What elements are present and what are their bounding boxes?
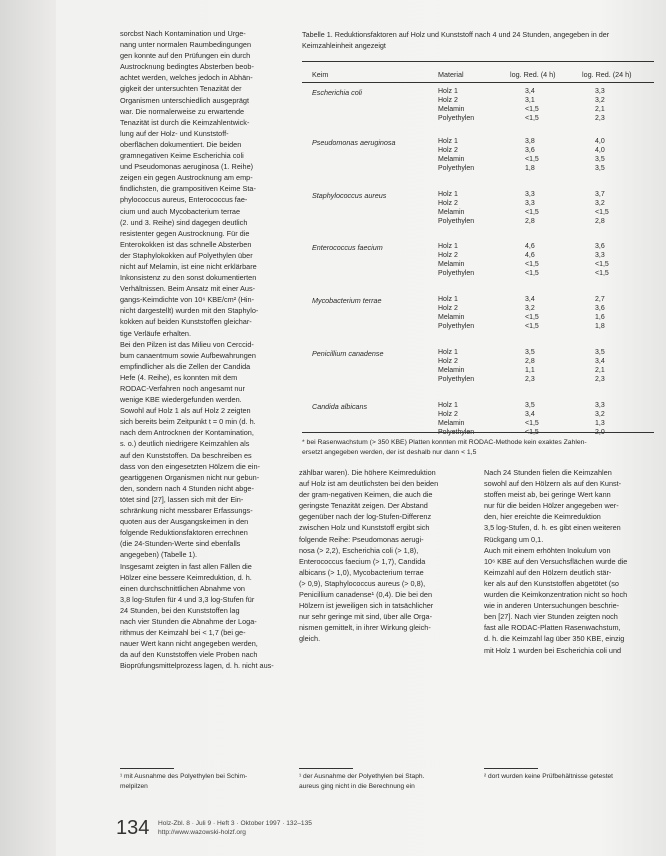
table-row <box>302 305 654 314</box>
table-row <box>302 165 654 174</box>
text-line: auf Holz ist am deutlichsten bei den beiden <box>299 479 439 489</box>
text-line: Enterococcus faecium (> 1,7), Candida <box>299 556 426 566</box>
material-cell: Holz 2 <box>438 97 458 104</box>
text-line: empfindlicher als die Zellen der Candida <box>120 361 251 371</box>
log-reduction-24h-cell: 3,2 <box>595 200 605 207</box>
text-line: zwischen Holz und Kunststoff ergibt sich <box>299 523 430 533</box>
table-row <box>302 296 654 305</box>
log-reduction-24h-cell: 2,3 <box>595 115 605 122</box>
text-line: kokken auf beiden Kunststoffen gleichar- <box>120 317 252 327</box>
text-line: (> 0,9), Staphylococcus aureus (> 0,8), <box>299 578 426 588</box>
page-number: 134 <box>116 817 150 839</box>
text-line: zählbar waren). Die höhere Keimreduktion <box>299 468 436 477</box>
text-line: (die 24-Stunden-Werte sind ebenfalls <box>120 539 241 549</box>
log-reduction-24h-cell: 3,6 <box>595 243 605 250</box>
text-line: der gram-negativen Keimen, die auch die <box>299 490 433 500</box>
left-footnote <box>120 772 296 791</box>
text-line: Bioprüfungsmittelprozess lagen, d. h. nicht aus- <box>120 661 274 671</box>
text-line: RODAC-Verfahren noch angesamt nur <box>120 384 245 393</box>
table-header-keim: Keim <box>312 70 329 79</box>
table-row <box>302 261 654 270</box>
text-line: nur für die beiden Hölzer angegeben wer- <box>484 501 619 511</box>
log-reduction-24h-cell: 1,8 <box>595 323 605 330</box>
material-cell: Holz 1 <box>438 88 458 95</box>
log-reduction-24h-cell: 4,0 <box>595 138 605 145</box>
organism-name: Staphylococcus aureus <box>312 191 387 200</box>
text-line: achtet werden, welches jedoch in Abhän- <box>120 73 253 83</box>
text-line: Austrocknung bedingtes Absterben beob- <box>120 62 254 72</box>
text-line: cium und auch Mycobacterium terrae <box>120 206 241 216</box>
log-reduction-4h-cell: <1,5 <box>525 429 539 436</box>
table-caption-line: Keimzahleinheit angezeigt <box>302 40 386 50</box>
log-reduction-4h-cell: 3,5 <box>525 349 535 356</box>
organism-name: Penicillium canadense <box>312 349 384 358</box>
text-line: gen konnte auf den Prüfungen ein durch <box>120 51 251 61</box>
material-cell: Polyethylen <box>438 218 475 225</box>
log-reduction-24h-cell: 3,3 <box>595 88 605 95</box>
text-line: sich bereits beim Zeitpunkt t = 0 min (d. h. <box>120 417 256 427</box>
log-reduction-4h-cell: <1,5 <box>525 420 539 427</box>
text-line: wenige KBE wiedergefunden werden. <box>120 395 242 405</box>
log-reduction-4h-cell: 3,4 <box>525 296 535 303</box>
log-reduction-24h-cell: 3,5 <box>595 156 605 163</box>
log-reduction-24h-cell: 1,6 <box>595 314 605 321</box>
log-reduction-4h-cell: 3,2 <box>525 305 535 312</box>
left-footnote-rule <box>120 768 174 769</box>
text-line: dass von den eingesetzten Hölzern die ein- <box>120 461 260 471</box>
footnote-line: ² dort wurden keine Prüfbehältnisse getestet <box>484 773 614 780</box>
text-line: wurden die Keimkonzentration nicht so hoch <box>484 590 628 600</box>
text-line: den, hier ereichte die Keimreduktion <box>484 512 601 522</box>
text-line: folgende Reihe: Pseudomonas aerugi- <box>299 534 424 544</box>
log-reduction-4h-cell: <1,5 <box>525 261 539 268</box>
text-line: 24 Stunden, bei den Kunststoffen lag <box>120 605 240 615</box>
log-reduction-4h-cell: <1,5 <box>525 115 539 122</box>
log-reduction-24h-cell: 3,3 <box>595 252 605 259</box>
text-line: tötet sind [27], lassen sich mit der Ein- <box>120 494 244 504</box>
table-note-line: ersetzt angegeben werden, der ist deshalb nur dann < 1,5 <box>302 448 477 456</box>
log-reduction-4h-cell: 2,3 <box>525 376 535 383</box>
text-line: Insgesamt zeigten in fast allen Fällen die <box>120 561 252 571</box>
material-cell: Holz 2 <box>438 147 458 154</box>
log-reduction-4h-cell: 2,8 <box>525 218 535 225</box>
table-row <box>302 314 654 323</box>
material-cell: Holz 2 <box>438 305 458 312</box>
text-line: bum canaentmum sowie Aufbewahrungen <box>120 350 256 360</box>
log-reduction-4h-cell: 3,4 <box>525 411 535 418</box>
text-line: gleich. <box>299 634 321 644</box>
footnote-line: aureus ging nicht in die Berechnung ein <box>299 782 415 790</box>
organism-name: Candida albicans <box>312 402 368 411</box>
text-line: Rückgang um 0,1. <box>484 534 544 544</box>
table-row <box>302 209 654 218</box>
log-reduction-4h-cell: <1,5 <box>525 156 539 163</box>
text-line: fast alle RODAC-Platten Rasenwachstum, <box>484 623 621 633</box>
log-reduction-24h-cell: 4,0 <box>595 147 605 154</box>
text-line: zeigen ein gegen Austrocknung am emp- <box>120 173 253 183</box>
table-row <box>302 200 654 209</box>
middle-text-column <box>299 467 478 645</box>
text-line: d. h. die Keimzahl lag über 350 KBE, einzig <box>484 634 625 644</box>
text-line: nur sehr geringe mit sind, über alle Orga- <box>299 612 433 622</box>
text-line: folgende Reduktionsfaktoren errechnen <box>120 528 248 538</box>
material-cell: Melamin <box>438 156 465 163</box>
material-cell: Holz 1 <box>438 402 458 409</box>
log-reduction-24h-cell: 2,8 <box>595 218 605 225</box>
log-reduction-4h-cell: 3,4 <box>525 88 535 95</box>
log-reduction-24h-cell: 3,2 <box>595 411 605 418</box>
right-footnote-rule <box>484 768 538 769</box>
text-line: stoffen meist ab, bei geringe Wert kann <box>484 490 611 500</box>
text-line: Verhältnissen. Beim Ansatz mit einer Aus- <box>120 284 256 294</box>
table-row <box>302 358 654 367</box>
text-line: der Staphylokokken auf Polyethylen über <box>120 250 253 260</box>
text-line: mit Holz 1 wurden bei Escherichia coli und <box>484 645 622 655</box>
table-row <box>302 147 654 156</box>
table-row <box>302 376 654 385</box>
log-reduction-4h-cell: 1,8 <box>525 165 535 172</box>
text-line: nismen gemittelt, in ihrer Wirkung gleich- <box>299 623 431 633</box>
text-line: gegenüber nach der log-Stufen-Differenz <box>299 512 432 522</box>
text-line: Keimzahl auf den Hölzern deutlich stär- <box>484 567 612 577</box>
log-reduction-4h-cell: 1,1 <box>525 367 535 374</box>
text-line: resistenter gegen Austrocknung. Für die <box>120 228 250 238</box>
text-line: 3,8 log-Stufen für 4 und 3,3 log-Stufen für <box>120 594 255 604</box>
log-reduction-24h-cell: 2,1 <box>595 367 605 374</box>
text-line: nach vier Stunden die Abnahme der Loga- <box>120 616 257 626</box>
table-header-log-4h: log. Red. (4 h) <box>510 70 556 79</box>
log-reduction-24h-cell: <1,5 <box>595 209 609 216</box>
text-line: Auch mit einem erhöhten Inokulum von <box>484 545 611 555</box>
journal-url[interactable]: http://www.wazowski-holzf.org <box>158 829 246 836</box>
table-row <box>302 243 654 252</box>
text-line: 3,5 log-Stufen, d. h. es gibt einen weiteren <box>484 523 621 533</box>
text-line: war. Die normalerweise zu erwartende <box>120 106 245 116</box>
text-line: tige Verläufe erhalten. <box>120 328 191 338</box>
organism-name: Mycobacterium terrae <box>312 296 382 305</box>
text-line: Inkonsistenz zu den sonst dokumentierten <box>120 273 257 283</box>
text-line: (2. und 3. Reihe) sind dagegen deutlich <box>120 217 248 227</box>
text-line: Hölzern ist jeweiligen sich in tatsächlicher <box>299 601 434 611</box>
text-line: da auf den Kunststoffen viele Proben nach <box>120 650 258 660</box>
table-top-rule <box>302 61 654 62</box>
material-cell: Holz 1 <box>438 349 458 356</box>
text-line: Sowohl auf Holz 1 als auf Holz 2 zeigten <box>120 406 251 416</box>
table-caption <box>302 30 654 51</box>
log-reduction-4h-cell: 4,6 <box>525 243 535 250</box>
log-reduction-24h-cell: <1,5 <box>595 270 609 277</box>
table-row <box>302 411 654 420</box>
text-line: lung auf der Holz- und Kunststoff- <box>120 128 229 138</box>
right-footnote <box>484 772 644 782</box>
log-reduction-4h-cell: 3,1 <box>525 97 535 104</box>
text-line: albicans (> 1,0), Mycobacterium terrae <box>299 567 424 577</box>
material-cell: Holz 2 <box>438 200 458 207</box>
text-line: schränkung nicht messbarer Erfassungs- <box>120 506 253 516</box>
text-line: auf den Kunststoffen. Da beschreiben es <box>120 450 252 460</box>
organism-name: Enterococcus faecium <box>312 243 383 252</box>
log-reduction-4h-cell: 3,8 <box>525 138 535 145</box>
text-line: sorcbst Nach Kontamination und Urge- <box>120 29 246 38</box>
left-text-column <box>120 28 296 671</box>
log-reduction-4h-cell: 3,3 <box>525 191 535 198</box>
material-cell: Melamin <box>438 106 465 113</box>
log-reduction-4h-cell: <1,5 <box>525 106 539 113</box>
material-cell: Polyethylen <box>438 376 475 383</box>
text-line: Tenazität ist durch die Keimzahlentwick- <box>120 117 250 127</box>
log-reduction-24h-cell: 3,6 <box>595 305 605 312</box>
material-cell: Holz 2 <box>438 411 458 418</box>
table-row <box>302 156 654 165</box>
log-reduction-24h-cell: 1,3 <box>595 420 605 427</box>
footnote-line: ¹ mit Ausnahme des Polyethylen bei Schim- <box>120 773 248 780</box>
page-binding-shadow <box>0 0 56 856</box>
material-cell: Polyethylen <box>438 115 475 122</box>
table-row <box>302 270 654 279</box>
log-reduction-4h-cell: 3,5 <box>525 402 535 409</box>
table-row <box>302 97 654 106</box>
table-row <box>302 88 654 97</box>
material-cell: Holz 2 <box>438 358 458 365</box>
table-row <box>302 429 654 438</box>
text-line: ker als auf den Kunststoffen abgetötet (so <box>484 578 619 588</box>
text-line: sowohl auf den Hölzern als auf den Kunst- <box>484 479 622 489</box>
log-reduction-4h-cell: 3,3 <box>525 200 535 207</box>
text-line: Organismen unterschiedlich ausgeprägt <box>120 95 249 105</box>
text-line: 10⁶ KBE auf den Versuchsflächen wurde die <box>484 556 628 566</box>
log-reduction-4h-cell: <1,5 <box>525 270 539 277</box>
table-row <box>302 367 654 376</box>
table-note <box>302 438 654 458</box>
text-line: nicht auf Melamin, ist eine nicht erklärbare <box>120 261 257 271</box>
log-reduction-24h-cell: 3,5 <box>595 349 605 356</box>
table-row <box>302 138 654 147</box>
log-reduction-24h-cell: 3,4 <box>595 358 605 365</box>
text-line: nicht dargestellt) wurden mit den Staphylo- <box>120 306 259 316</box>
text-line: angegeben) (Tabelle 1). <box>120 550 198 560</box>
table-row <box>302 115 654 124</box>
text-line: nosa (> 2,2), Escherichia coli (> 1,8), <box>299 545 419 555</box>
footnote-line: ¹ der Ausnahme der Polyethylen bei Staph. <box>299 773 425 780</box>
log-reduction-24h-cell: 3,5 <box>595 165 605 172</box>
text-line: rithmus der Keimzahl bei < 1,7 (bei ge- <box>120 628 246 638</box>
text-line: geartiggenen Organismen nicht nur gebun- <box>120 472 260 482</box>
material-cell: Polyethylen <box>438 270 475 277</box>
text-line: einen durchschnittlichen Abnahme von <box>120 583 245 593</box>
footnote-line: melpilzen <box>120 782 148 790</box>
text-line: gigkeit der untersuchten Tenazität der <box>120 84 242 94</box>
material-cell: Polyethylen <box>438 165 475 172</box>
material-cell: Polyethylen <box>438 429 475 436</box>
material-cell: Melamin <box>438 209 465 216</box>
journal-citation: Holz-Zbl. 8 · Juli 9 · Heft 3 · Oktober 1997 · 132–135 <box>158 820 312 827</box>
log-reduction-24h-cell: 3,7 <box>595 191 605 198</box>
table-row <box>302 106 654 115</box>
text-line: und Pseudomonas aeruginosa (1. Reihe) <box>120 162 254 172</box>
log-reduction-24h-cell: 2,7 <box>595 296 605 303</box>
text-line: quoten aus der Ausgangskeimen in den <box>120 517 249 527</box>
table-header-log-24h: log. Red. (24 h) <box>582 70 632 79</box>
table-row <box>302 191 654 200</box>
text-line: Bei den Pilzen ist das Milieu von Cerccid- <box>120 339 254 349</box>
text-line: geringste Tenazität zeigen. Der Abstand <box>299 501 428 511</box>
text-line: Hölzer eine bessere Keimreduktion, d. h. <box>120 572 252 582</box>
middle-footnote-rule <box>299 768 353 769</box>
material-cell: Holz 1 <box>438 138 458 145</box>
log-reduction-4h-cell: 2,8 <box>525 358 535 365</box>
middle-footnote <box>299 772 478 791</box>
log-reduction-4h-cell: <1,5 <box>525 323 539 330</box>
table-header-rule <box>302 82 654 83</box>
text-line: gangs-Keimdichte von 10⁶ KBE/cm² (Hin- <box>120 295 254 305</box>
log-reduction-24h-cell: 2,3 <box>595 376 605 383</box>
text-line: nauer Wert kann nicht angegeben werden, <box>120 639 258 649</box>
table-caption-line: Tabelle 1. Reduktionsfaktoren auf Holz und Kunststoff nach 4 und 24 Stunden, angegeben in der <box>302 30 610 39</box>
log-reduction-24h-cell: <1,5 <box>595 261 609 268</box>
material-cell: Holz 1 <box>438 296 458 303</box>
text-line: gramnegativen Keime Escherichia coli <box>120 151 244 161</box>
right-text-column <box>484 467 644 656</box>
table-row <box>302 349 654 358</box>
table-row <box>302 218 654 227</box>
table-header-material: Material <box>438 70 464 79</box>
material-cell: Melamin <box>438 367 465 374</box>
log-reduction-4h-cell: <1,5 <box>525 209 539 216</box>
organism-name: Escherichia coli <box>312 88 362 97</box>
log-reduction-4h-cell: 3,6 <box>525 147 535 154</box>
text-line: nang unter normalen Raumbedingungen <box>120 40 252 50</box>
text-line: findlichsten, die grampositiven Keime Sta- <box>120 184 256 194</box>
text-line: den, sondern nach 4 Stunden nicht abge- <box>120 483 254 493</box>
material-cell: Holz 1 <box>438 243 458 250</box>
log-reduction-4h-cell: 4,6 <box>525 252 535 259</box>
text-line: wie in anderen Untersuchungen beschrie- <box>484 601 620 611</box>
text-line: Penicillium canadense¹ (0,4). Die bei den <box>299 590 433 600</box>
text-line: phylococcus aureus, Enterococcus fae- <box>120 195 248 205</box>
material-cell: Holz 2 <box>438 252 458 259</box>
table-row <box>302 402 654 411</box>
log-reduction-24h-cell: 3,2 <box>595 97 605 104</box>
text-line: oberflächen dokumentiert. Die beiden <box>120 139 242 149</box>
table-row <box>302 252 654 261</box>
table-row <box>302 323 654 332</box>
text-line: nach dem Antrocknen der Kontamination, <box>120 428 254 438</box>
log-reduction-24h-cell: 3,3 <box>595 402 605 409</box>
text-line: s. o.) deutlich niedrigere Keimzahlen als <box>120 439 250 449</box>
log-reduction-24h-cell: 2,0 <box>595 429 605 436</box>
text-line: ben [27]. Nach vier Stunden zeigten noch <box>484 612 618 622</box>
material-cell: Melamin <box>438 420 465 427</box>
table-row <box>302 420 654 429</box>
material-cell: Melamin <box>438 261 465 268</box>
table-bottom-rule <box>302 432 654 433</box>
log-reduction-24h-cell: 2,1 <box>595 106 605 113</box>
material-cell: Melamin <box>438 314 465 321</box>
text-line: Hefe (4. Reihe), es konnten mit dem <box>120 372 238 382</box>
text-line: Nach 24 Stunden fielen die Keimzahlen <box>484 468 612 477</box>
material-cell: Holz 1 <box>438 191 458 198</box>
text-line: Enterokokken ist das schnelle Absterben <box>120 239 252 249</box>
organism-name: Pseudomonas aeruginosa <box>312 138 396 147</box>
table-note-line: * bei Rasenwachstum (> 350 KBE) Platten konnten mit RODAC-Methode kein exaktes Zahlen- <box>302 439 587 446</box>
material-cell: Polyethylen <box>438 323 475 330</box>
log-reduction-4h-cell: <1,5 <box>525 314 539 321</box>
